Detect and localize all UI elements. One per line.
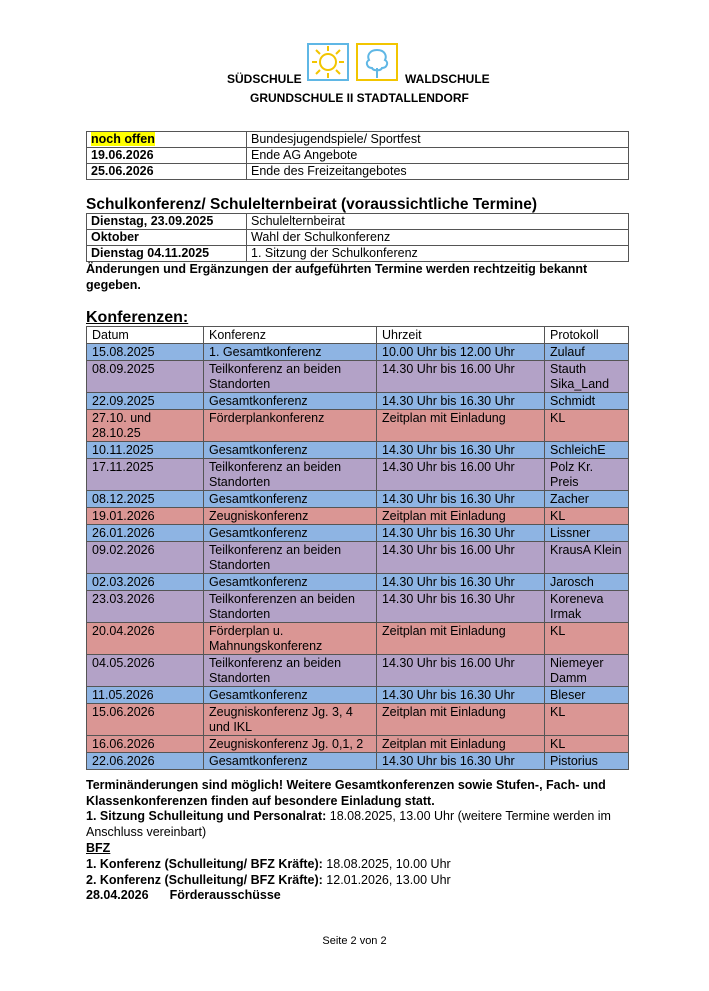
terminaenderungen-note: Terminänderungen sind möglich! Weitere Gesamtkonferenzen sowie Stufen-, Fach- und Klassenkonferenzen finden auf besondere Einladung statt. (86, 778, 606, 808)
col-konferenz: Konferenz (204, 327, 377, 344)
header-subtitle: GRUNDSCHULE II STADTALLENDORF (250, 91, 469, 105)
table-row: 22.06.2026 Gesamtkonferenz 14.30 Uhr bis 16.30 Uhr Pistorius (87, 753, 629, 770)
konferenzen-heading: Konferenzen: (86, 309, 189, 326)
table-row: 16.06.2026 Zeugniskonferenz Jg. 0,1, 2 Zeitplan mit Einladung KL (87, 736, 629, 753)
table-row: 08.12.2025 Gesamtkonferenz 14.30 Uhr bis 16.30 Uhr Zacher (87, 491, 629, 508)
personalrat-label: 1. Sitzung Schulleitung und Personalrat: (86, 809, 327, 823)
table-row: 20.04.2026 Förderplan u. Mahnungskonferenz Zeitplan mit Einladung KL (87, 623, 629, 655)
table-row: 11.05.2026 Gesamtkonferenz 14.30 Uhr bis 16.30 Uhr Bleser (87, 687, 629, 704)
personalrat-value: 18.08.2025, 13.00 Uhr (weitere Termine werden im Anschluss vereinbart) (86, 809, 611, 839)
table-row: 15.08.2025 1. Gesamtkonferenz 10.00 Uhr bis 12.00 Uhr Zulauf (87, 344, 629, 361)
table-row: 25.06.2026 Ende des Freizeitangebotes (87, 164, 629, 180)
table-row: 17.11.2025 Teilkonferenz an beiden Standorten 14.30 Uhr bis 16.00 Uhr Polz Kr. Preis (87, 459, 629, 491)
sun-logo-icon (306, 42, 350, 82)
bfz-konferenz-1: 1. Konferenz (Schulleitung/ BFZ Kräfte): 18.08.2025, 10.00 Uhr (86, 857, 451, 871)
table-row: 10.11.2025 Gesamtkonferenz 14.30 Uhr bis 16.30 Uhr SchleichE (87, 442, 629, 459)
table-header-row (87, 327, 629, 344)
table-row: 08.09.2025 Teilkonferenz an beiden Standorten 14.30 Uhr bis 16.00 Uhr Stauth Sika_Land (87, 361, 629, 393)
table-row: Oktober Wahl der Schulkonferenz (87, 230, 629, 246)
table-row: 04.05.2026 Teilkonferenz an beiden Standorten 14.30 Uhr bis 16.00 Uhr Niemeyer Damm (87, 655, 629, 687)
schulkonferenz-heading: Schulkonferenz/ Schulelternbeirat (voraussichtliche Termine) (86, 196, 538, 213)
personalrat-note (86, 809, 631, 840)
highlighted-date: noch offen (91, 132, 155, 146)
tree-logo-icon (355, 42, 399, 82)
bfz-konferenz-2: 2. Konferenz (Schulleitung/ BFZ Kräfte): 12.01.2026, 13.00 Uhr (86, 873, 451, 887)
schulkonferenz-note: Änderungen und Ergänzungen der aufgeführten Termine werden rechtzeitig bekannt gegeben. (86, 262, 588, 292)
events-table (86, 131, 629, 180)
table-row: noch offen Bundesjugendspiele/ Sportfest (87, 132, 629, 148)
col-protokoll: Protokoll (545, 327, 629, 344)
header-left: SÜDSCHULE (227, 72, 302, 86)
table-row: 02.03.2026 Gesamtkonferenz 14.30 Uhr bis 16.30 Uhr Jarosch (87, 574, 629, 591)
header-right: WALDSCHULE (405, 72, 490, 86)
foerderausschuesse-line: 28.04.2026 Förderausschüsse (86, 888, 281, 902)
table-row: 27.10. und 28.10.25 Förderplankonferenz Zeitplan mit Einladung KL (87, 410, 629, 442)
col-datum: Datum (87, 327, 204, 344)
table-row: Dienstag 04.11.2025 1. Sitzung der Schulkonferenz (87, 246, 629, 262)
table-row: 19.01.2026 Zeugniskonferenz Zeitplan mit Einladung KL (87, 508, 629, 525)
table-row: 19.06.2026 Ende AG Angebote (87, 148, 629, 164)
bfz-heading: BFZ (86, 841, 111, 855)
table-row: 15.06.2026 Zeugniskonferenz Jg. 3, 4 und IKL Zeitplan mit Einladung KL (87, 704, 629, 736)
schulkonferenz-table (86, 213, 629, 262)
col-uhrzeit: Uhrzeit (377, 327, 545, 344)
table-row: Dienstag, 23.09.2025 Schulelternbeirat (87, 214, 629, 230)
table-row: 23.03.2026 Teilkonferenzen an beiden Standorten 14.30 Uhr bis 16.30 Uhr Koreneva Irmak (87, 591, 629, 623)
table-row: 09.02.2026 Teilkonferenz an beiden Standorten 14.30 Uhr bis 16.00 Uhr KrausA Klein (87, 542, 629, 574)
table-row: 22.09.2025 Gesamtkonferenz 14.30 Uhr bis 16.30 Uhr Schmidt (87, 393, 629, 410)
page-number: Seite 2 von 2 (322, 935, 387, 947)
konferenzen-table (86, 326, 629, 770)
table-row: 26.01.2026 Gesamtkonferenz 14.30 Uhr bis 16.30 Uhr Lissner (87, 525, 629, 542)
